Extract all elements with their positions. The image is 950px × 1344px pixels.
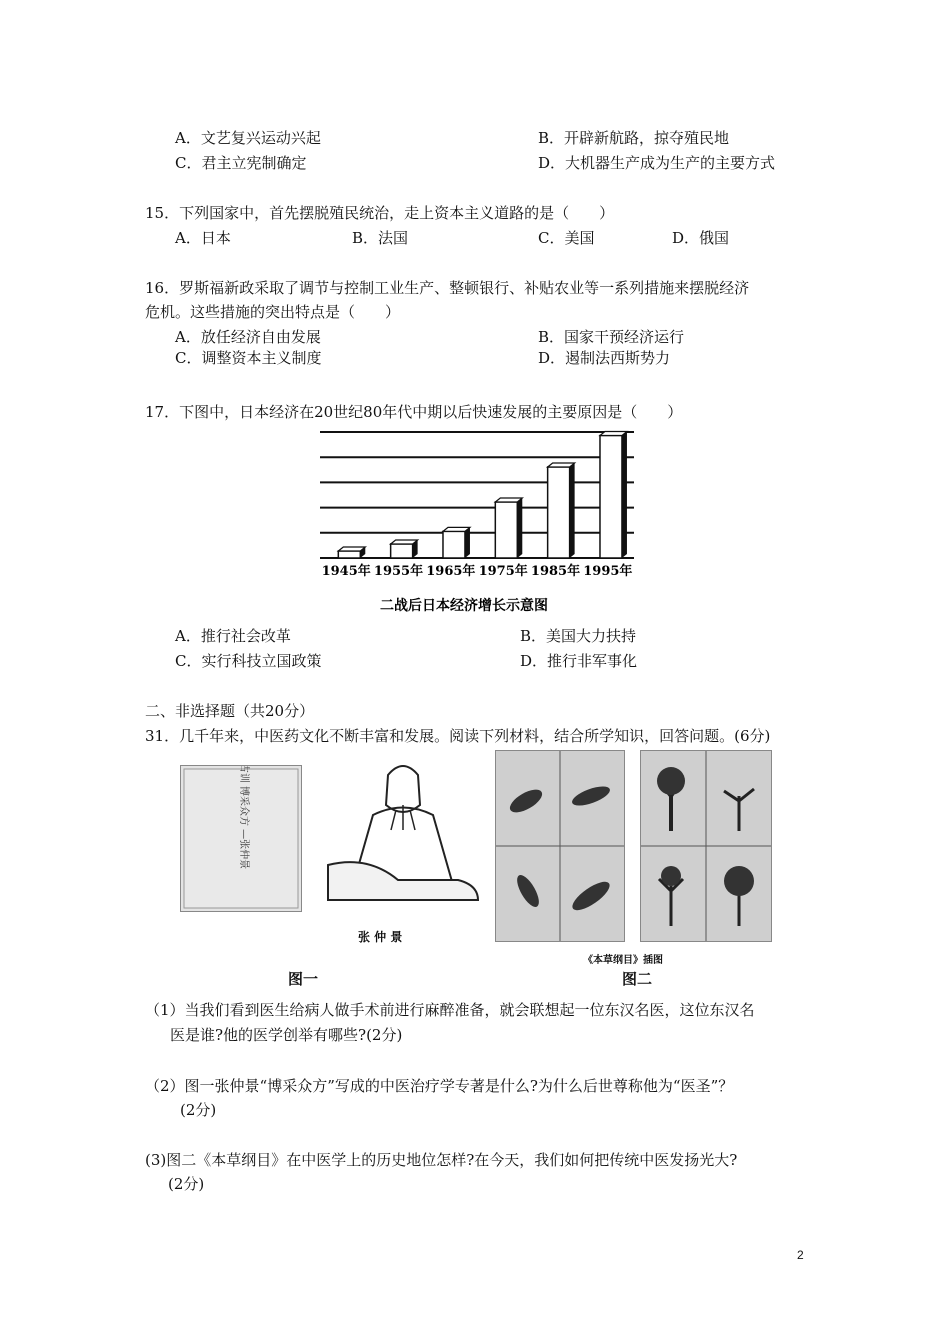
q17-option-d: D．推行非军事化: [520, 652, 638, 670]
q16-option-b: B．国家干预经济运行: [538, 328, 685, 346]
chart-bar-1985年: [548, 463, 575, 558]
q31-sub2-line1: （2）图一张仲景“博采众方”写成的中医治疗学专著是什么?为什么后世尊称他为“医圣”？: [145, 1077, 734, 1095]
chart-bar-1965年: [443, 527, 470, 558]
figure1-label: 图一: [288, 970, 319, 988]
q31-sub3-line1: (3)图二《本草纲目》在中医学上的历史地位怎样?在今天，我们如何把传统中医发扬光大?: [145, 1151, 738, 1169]
chart-tick-label: 1975年: [478, 564, 528, 579]
q16-option-c: C．调整资本主义制度: [175, 349, 322, 367]
q14-option-b: B．开辟新航路，掠夺殖民地: [538, 129, 730, 147]
zhang-zhongjing-plaque-image: [180, 765, 302, 912]
q15-option-c: C．美国: [538, 229, 595, 247]
q15-option-b: B．法国: [352, 229, 409, 247]
fish-illustration-image: [495, 750, 625, 942]
q17-option-c: C．实行科技立国政策: [175, 652, 322, 670]
chart-bar-1995年: [600, 432, 627, 559]
section2-title: 二、非选择题（共20分）: [145, 702, 315, 720]
q14-option-c: C．君主立宪制确定: [175, 154, 307, 172]
q15-option-d: D．俄国: [672, 229, 730, 247]
figure2-caption: 《本草纲目》插图: [583, 955, 663, 966]
q31-sub1-line1: （1）当我们看到医生给病人做手术前进行麻醉准备，就会联想起一位东汉名医，这位东汉名: [145, 1001, 755, 1019]
q15-option-a: A．日本: [175, 229, 231, 247]
portrait-caption: 张 仲 景: [358, 930, 403, 944]
q15-stem: 15．下列国家中，首先摆脱殖民统治，走上资本主义道路的是（ ）: [145, 204, 615, 222]
chart-title: 二战后日本经济增长示意图: [380, 598, 548, 614]
q16-option-d: D．遏制法西斯势力: [538, 349, 671, 367]
chart-bar-1955年: [391, 540, 418, 558]
zhang-zhongjing-portrait-image: [318, 755, 483, 925]
q17-option-b: B．美国大力扶持: [520, 627, 637, 645]
figure2-label: 图二: [622, 970, 653, 988]
chart-tick-label: 1985年: [530, 564, 581, 579]
plaque-text: 勤求古训 博采众方 —张仲景: [238, 766, 249, 870]
chart-tick-label: 1955年: [373, 564, 424, 579]
q14-option-d: D．大机器生产成为生产的主要方式: [538, 154, 776, 172]
q16-stem-line2: 危机。这些措施的突出特点是（ ）: [145, 303, 401, 321]
q17-option-a: A．推行社会改革: [175, 627, 291, 645]
q16-stem-line1: 16．罗斯福新政采取了调节与控制工业生产、整顿银行、补贴农业等一系列措施来摆脱经济: [145, 279, 750, 297]
q17-stem: 17．下图中，日本经济在20世纪80年代中期以后快速发展的主要原因是（ ）: [145, 403, 683, 421]
q16-option-a: A．放任经济自由发展: [175, 328, 321, 346]
q31-sub1-line2: 医是谁?他的医学创举有哪些?(2分): [170, 1026, 403, 1044]
japan-economy-chart: [312, 428, 642, 618]
q31-sub2-line2: (2分): [180, 1101, 217, 1119]
q31-sub3-line2: (2分): [168, 1175, 205, 1193]
page-number: 2: [797, 1248, 804, 1262]
chart-tick-label: 1995年: [583, 564, 633, 579]
chart-bar-1975年: [495, 498, 522, 558]
chart-tick-label: 1965年: [426, 564, 476, 579]
chart-bar-1945年: [338, 547, 365, 558]
q14-option-a: A．文艺复兴运动兴起: [175, 129, 321, 147]
chart-tick-label: 1945年: [321, 564, 371, 579]
q31-stem: 31．几千年来，中医药文化不断丰富和发展。阅读下列材料，结合所学知识，回答问题。(6分): [145, 727, 771, 745]
plant-illustration-image: [640, 750, 772, 942]
